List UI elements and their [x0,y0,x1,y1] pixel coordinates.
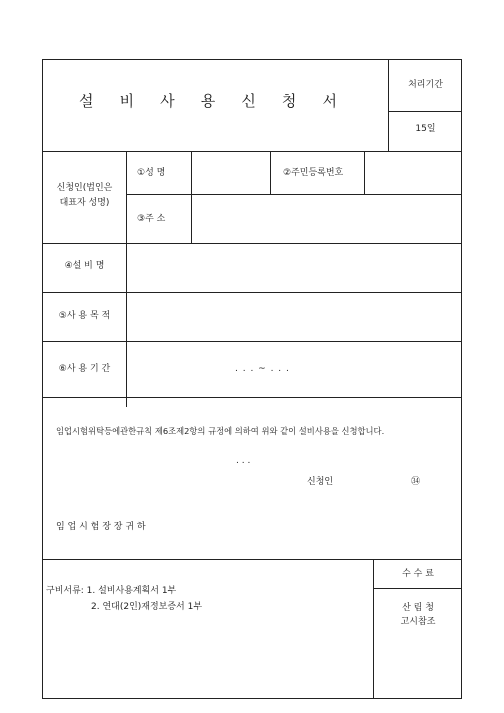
period-label: ⑥사 용 기 간 [58,364,111,374]
divider [43,292,462,293]
application-form [42,59,462,699]
required-documents-1: 구비서류: 1. 설비사용계획서 1부 [46,586,177,596]
title-char: 신 [241,92,256,110]
applicant-label: 대표자 성명) [59,198,110,208]
divider [43,151,462,152]
divider [43,559,462,560]
fee-label: 수 수 료 [402,569,434,579]
fee-value: 고시참조 [400,617,436,627]
statement-text: 임업시험위탁등에관한규칙 제6조제2항의 규정에 의하여 위와 같이 설비사용을 신청합니다. [56,426,385,436]
applicant-sign-label: 신청인 [307,477,334,487]
applicant-label: 신청인(법인은 [56,183,113,193]
divider [43,243,462,244]
resident-id-label: ②주민등록번호 [283,168,344,178]
divider [373,588,462,589]
statement-date: . . . [236,456,251,466]
divider [270,151,271,194]
name-label: ①성 명 [137,168,166,178]
processing-period-label: 처리기간 [408,80,443,90]
addressee: 임 업 시 험 장 장 귀 하 [56,522,146,532]
purpose-label: ⑤사 용 목 적 [58,311,111,321]
divider [43,397,462,398]
seal-mark: ㉞ [411,477,421,487]
fee-value: 산 림 청 [402,603,434,613]
divider [364,151,365,194]
title-char: 서 [322,92,337,110]
facility-name-label: ④설 비 명 [64,261,105,271]
divider [126,194,462,195]
period-value: . . . ~ . . . [235,364,290,374]
title-char: 설 [79,92,94,110]
title-char: 청 [281,92,297,110]
divider [126,151,127,407]
title-char: 사 [160,92,175,110]
address-label: ③주 소 [137,214,166,224]
divider [388,111,462,112]
processing-period-value: 15일 [415,124,436,134]
title-char: 용 [200,92,216,110]
divider [43,341,462,342]
divider [191,151,192,243]
divider [388,60,389,151]
required-documents-2: 2. 연대(2인)재정보증서 1부 [91,602,203,612]
divider [373,559,374,699]
title-char: 비 [119,92,135,110]
form-title [43,90,373,111]
